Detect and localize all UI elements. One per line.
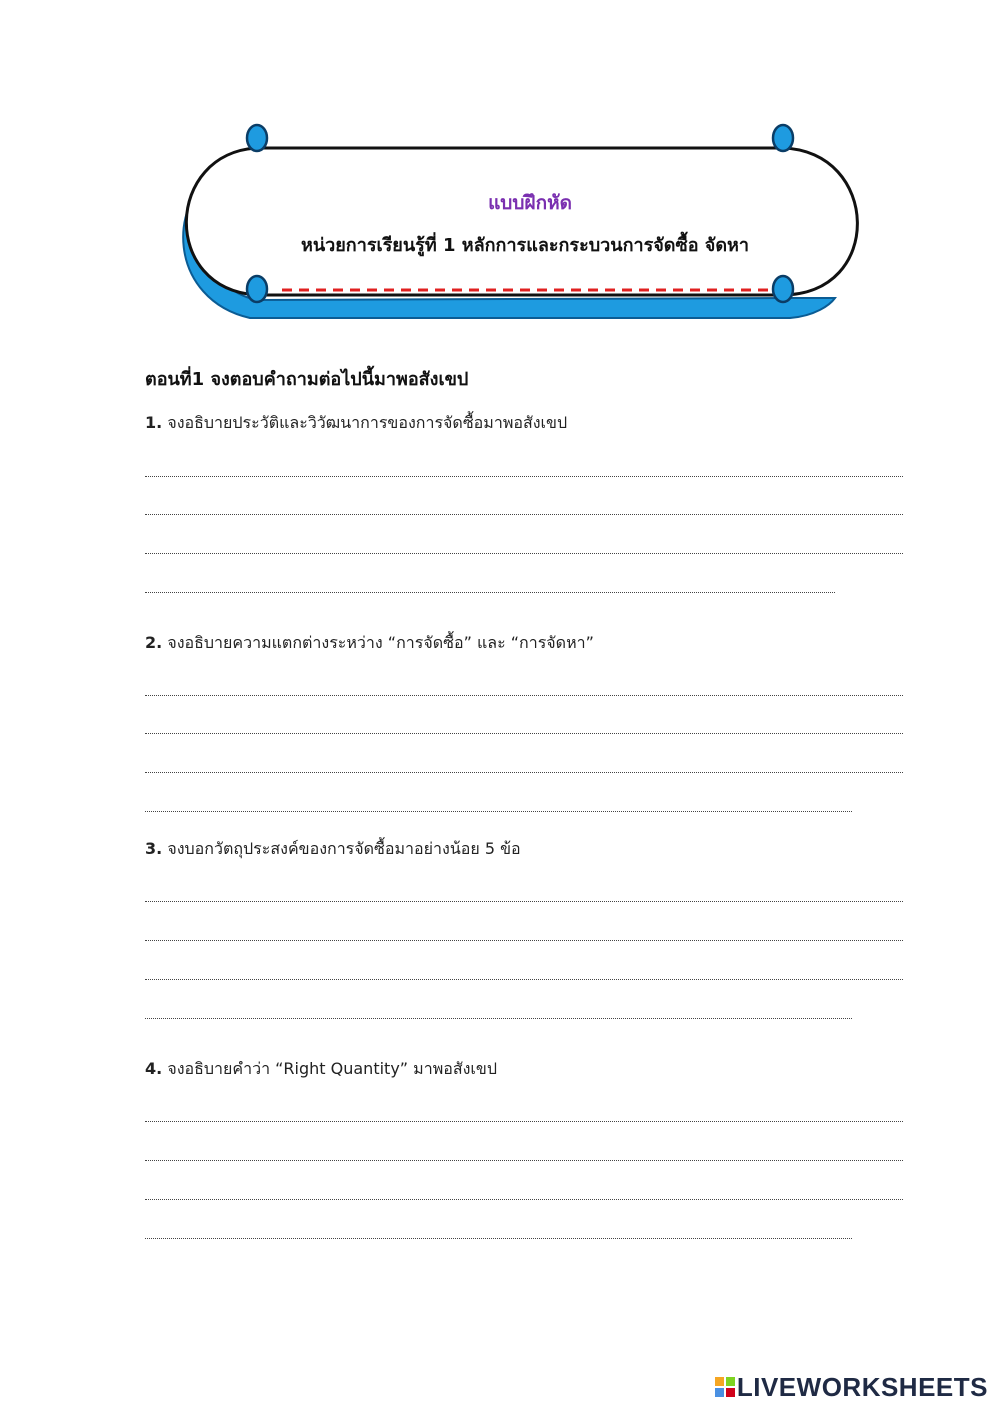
- section-title: ตอนที่1 จงตอบคำถามต่อไปนี้มาพอสังเขป: [145, 369, 469, 390]
- answer-line[interactable]: [145, 772, 903, 773]
- question-number: 3.: [145, 839, 163, 858]
- question-text: จงอธิบายความแตกต่างระหว่าง “การจัดซื้อ” และ “การจัดหา”: [167, 633, 594, 652]
- answer-line[interactable]: [145, 695, 903, 696]
- banner-body: [186, 148, 857, 295]
- question-number: 2.: [145, 633, 163, 652]
- answer-line[interactable]: [145, 901, 903, 902]
- answer-line[interactable]: [145, 514, 903, 515]
- question-text: จงอธิบายประวัติและวิวัฒนาการของการจัดซื้อมาพอสังเขป: [167, 413, 568, 432]
- banner-subtitle: แบบฝึกหัด: [488, 192, 572, 214]
- question-number: 1.: [145, 413, 163, 432]
- answer-line[interactable]: [145, 733, 903, 734]
- banner-knob-top-left: [247, 125, 267, 151]
- liveworksheets-brand[interactable]: [715, 1372, 988, 1402]
- answer-line[interactable]: [145, 1018, 852, 1019]
- question-number: 4.: [145, 1059, 163, 1078]
- answer-line[interactable]: [145, 592, 835, 593]
- question-2: [145, 631, 594, 656]
- banner-title: หน่วยการเรียนรู้ที่ 1 หลักการและกระบวนการจัดซื้อ จัดหา: [300, 235, 749, 256]
- question-text: จงอธิบายคำว่า “Right Quantity” มาพอสังเขป: [167, 1059, 497, 1078]
- answer-line[interactable]: [145, 979, 903, 980]
- question-3: [145, 837, 521, 862]
- answer-line[interactable]: [145, 476, 903, 477]
- question-1: [145, 411, 567, 436]
- answer-line[interactable]: [145, 1160, 903, 1161]
- banner-scroll: [0, 0, 1000, 340]
- liveworksheets-logo-icon: [715, 1377, 735, 1397]
- banner-knob-bottom-right: [773, 276, 793, 302]
- answer-line[interactable]: [145, 811, 852, 812]
- answer-line[interactable]: [145, 1199, 903, 1200]
- brand-name: LIVEWORKSHEETS: [736, 1371, 988, 1402]
- banner-knob-top-right: [773, 125, 793, 151]
- banner-knob-bottom-left: [247, 276, 267, 302]
- answer-line[interactable]: [145, 1121, 903, 1122]
- question-4: [145, 1057, 497, 1082]
- answer-line[interactable]: [145, 1238, 852, 1239]
- answer-line[interactable]: [145, 553, 903, 554]
- question-text: จงบอกวัตถุประสงค์ของการจัดซื้อมาอย่างน้อย 5 ข้อ: [167, 839, 521, 858]
- answer-line[interactable]: [145, 940, 903, 941]
